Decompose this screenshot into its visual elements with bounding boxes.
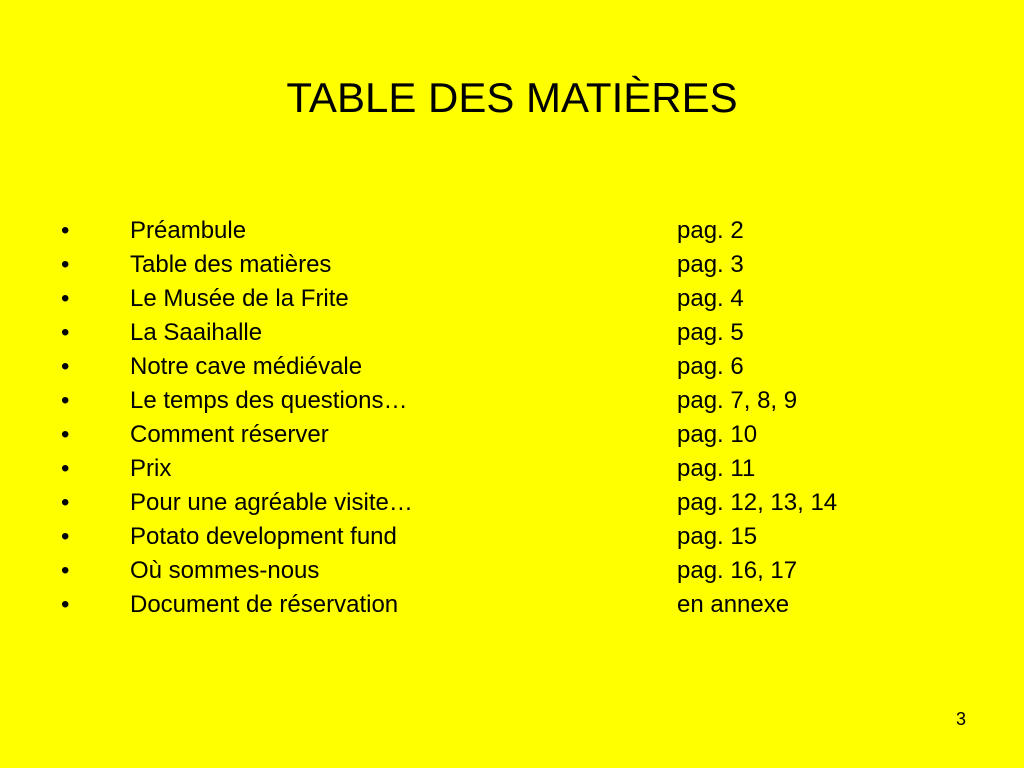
toc-entry	[0, 452, 1024, 486]
toc-entry-page: en annexe	[677, 591, 790, 618]
bullet-icon: •	[61, 421, 70, 448]
toc-entry-label: Comment réserver	[130, 421, 329, 448]
toc-entry	[0, 350, 1024, 384]
toc-entry	[0, 282, 1024, 316]
toc-entry-page: pag. 2	[677, 217, 744, 244]
toc-entry-label: Potato development fund	[130, 523, 397, 550]
toc-entry	[0, 316, 1024, 350]
toc-entry-label: Prix	[130, 455, 172, 482]
toc-entry-label: Préambule	[130, 217, 247, 244]
toc-entry-label: Où sommes-nous	[130, 557, 320, 584]
slide-title: TABLE DES MATIÈRES	[286, 74, 738, 121]
toc-entry-page: pag. 16, 17	[677, 557, 798, 584]
toc-entry-page: pag. 7, 8, 9	[677, 387, 798, 414]
toc-entry	[0, 520, 1024, 554]
slide-number: 3	[955, 709, 966, 729]
toc-entry-page: pag. 4	[677, 285, 744, 312]
toc-entry-page: pag. 3	[677, 251, 744, 278]
bullet-icon: •	[61, 251, 70, 278]
bullet-icon: •	[61, 387, 70, 414]
bullet-icon: •	[61, 455, 70, 482]
toc-entry-label: La Saaihalle	[130, 319, 263, 346]
toc-entry	[0, 248, 1024, 282]
table-of-contents	[0, 214, 1024, 622]
bullet-icon: •	[61, 353, 70, 380]
toc-entry	[0, 588, 1024, 622]
bullet-icon: •	[61, 285, 70, 312]
toc-entry-label: Document de réservation	[130, 591, 399, 618]
toc-entry	[0, 486, 1024, 520]
toc-entry-page: pag. 11	[677, 455, 756, 482]
bullet-icon: •	[61, 217, 70, 244]
toc-entry-page: pag. 5	[677, 319, 744, 346]
bullet-icon: •	[61, 557, 70, 584]
toc-entry-page: pag. 10	[677, 421, 758, 448]
toc-entry-page: pag. 6	[677, 353, 744, 380]
toc-entry	[0, 554, 1024, 588]
bullet-icon: •	[61, 319, 70, 346]
bullet-icon: •	[61, 523, 70, 550]
toc-entry	[0, 418, 1024, 452]
toc-entry-page: pag. 12, 13, 14	[677, 489, 838, 516]
bullet-icon: •	[61, 591, 70, 618]
bullet-icon: •	[61, 489, 70, 516]
toc-entry	[0, 214, 1024, 248]
toc-entry-page: pag. 15	[677, 523, 758, 550]
toc-entry	[0, 384, 1024, 418]
toc-entry-label: Le temps des questions…	[130, 387, 408, 414]
toc-entry-label: Le Musée de la Frite	[130, 285, 349, 312]
toc-entry-label: Pour une agréable visite…	[130, 489, 413, 516]
toc-entry-label: Notre cave médiévale	[130, 353, 363, 380]
toc-entry-label: Table des matières	[130, 251, 332, 278]
